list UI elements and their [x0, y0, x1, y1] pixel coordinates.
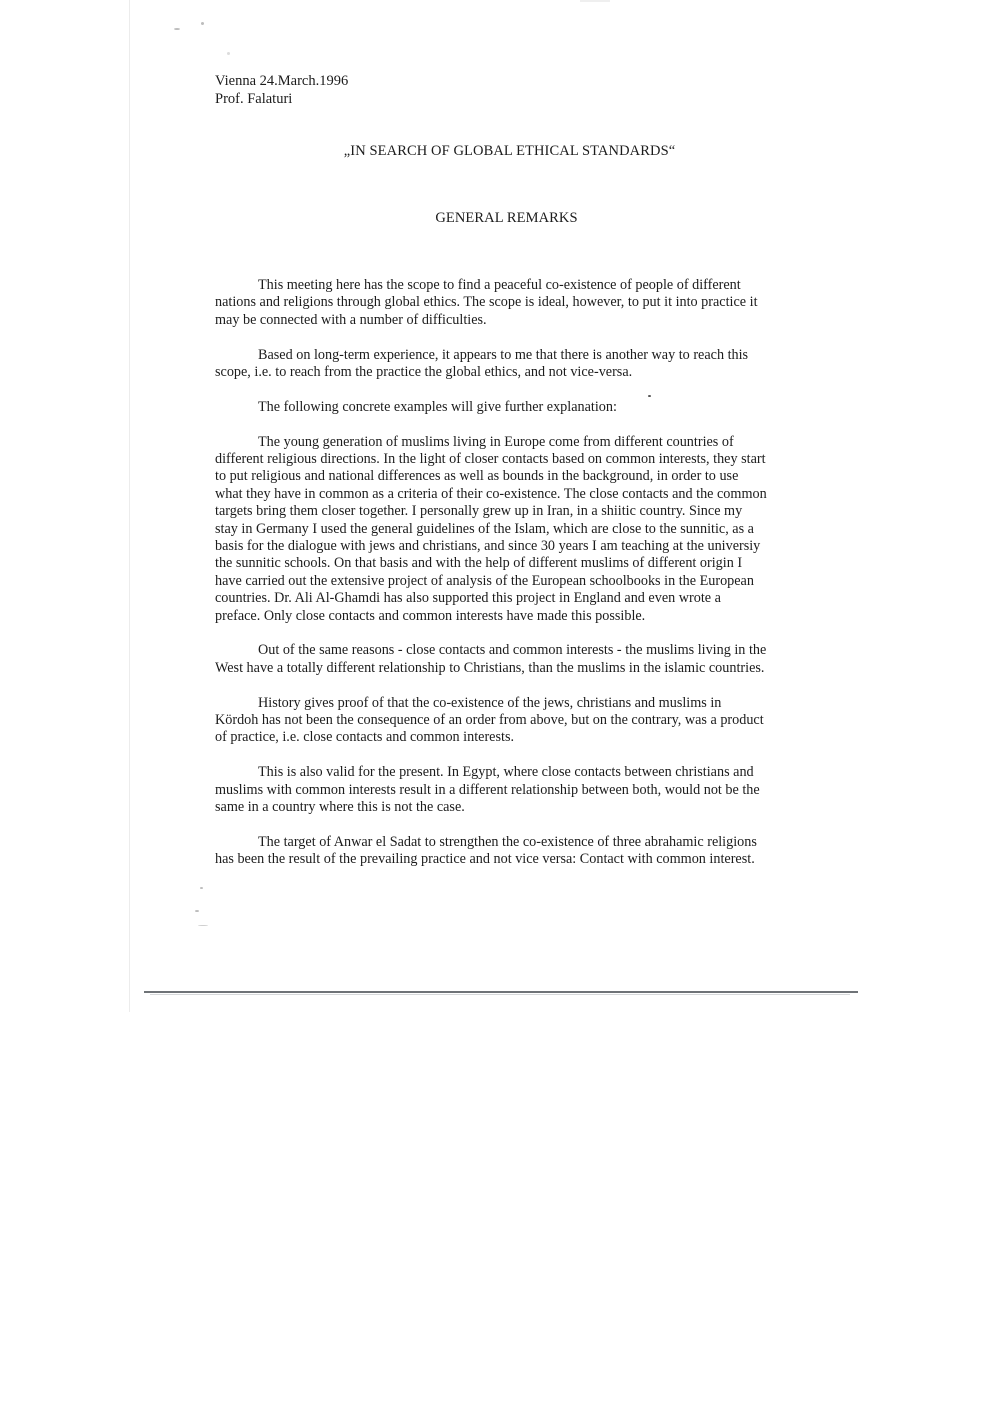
scan-speck [174, 28, 180, 30]
document-subtitle: GENERAL REMARKS [435, 210, 578, 226]
document-title: „IN SEARCH OF GLOBAL ETHICAL STANDARDS“ [343, 143, 676, 159]
scan-artifact [580, 0, 610, 2]
letter-author: Prof. Falaturi [215, 91, 293, 107]
body-paragraph: This is also valid for the present. In Egypt, where close contacts between christians and muslims with common interests result in a different relationship between both, would not be the same in a country where this is not the case. [215, 764, 760, 816]
footer-rule [144, 991, 858, 993]
body-paragraph: The following concrete examples will give further explanation: [258, 398, 617, 415]
scan-speck [200, 887, 203, 889]
scan-speck [195, 910, 199, 912]
body-paragraph: Out of the same reasons - close contacts and common interests - the muslims living in the West have a totally different relationship to Christians, than the muslims in the islamic countries. [215, 642, 767, 676]
body-paragraph: This meeting here has the scope to find a peaceful co-existence of people of different nations and religions through global ethics. The scope is ideal, however, to put it into practice it may be connected with a number of difficulties. [215, 277, 758, 328]
footer-rule-shadow [150, 994, 850, 995]
scan-speck [227, 52, 230, 55]
letter-place-date: Vienna 24.March.1996 [215, 73, 349, 89]
scan-speck [198, 925, 208, 926]
body-paragraph: History gives proof of that the co-existence of the jews, christians and muslims in Kördoh has not been the consequence of an order from above, but on the contrary, was a product of practice, i.e. close contacts and common interests. [215, 694, 764, 746]
document-body [215, 277, 767, 886]
body-paragraph: The target of Anwar el Sadat to strengthen the co-existence of three abrahamic religions has been the result of the prevailing practice and not vice versa: Contact with common interest. [215, 833, 757, 868]
body-paragraph: The young generation of muslims living in Europe come from different countries of different religious directions. In the light of closer contacts based on common interests, they start to put religious and national differences as well as bounds in the background, in order to use what they have in common as a criteria of their co-existence. The close contacts and the common targets bring them closer together. I personally grew up in Iran, in a shiitic country. Since my stay in Germany I used the general guidelines of the Islam, which are close to the sunnitic, as a basis for the dialogue with jews and christians, and since 30 years I am teaching at the universiy the sunnitic schools. On that basis and with the help of different muslims of different origin I have carried out the extensive project of analysis of the European schoolbooks in the European countries. Dr. Ali Al-Ghamdi has also supported this project in England and even wrote a preface. Only close contacts and common interests have made this possible. [215, 433, 767, 624]
scan-speck [201, 22, 204, 25]
body-paragraph: Based on long-term experience, it appears to me that there is another way to reach this scope, i.e. to reach from the practice the global ethics, and not vice-versa. [215, 346, 749, 381]
